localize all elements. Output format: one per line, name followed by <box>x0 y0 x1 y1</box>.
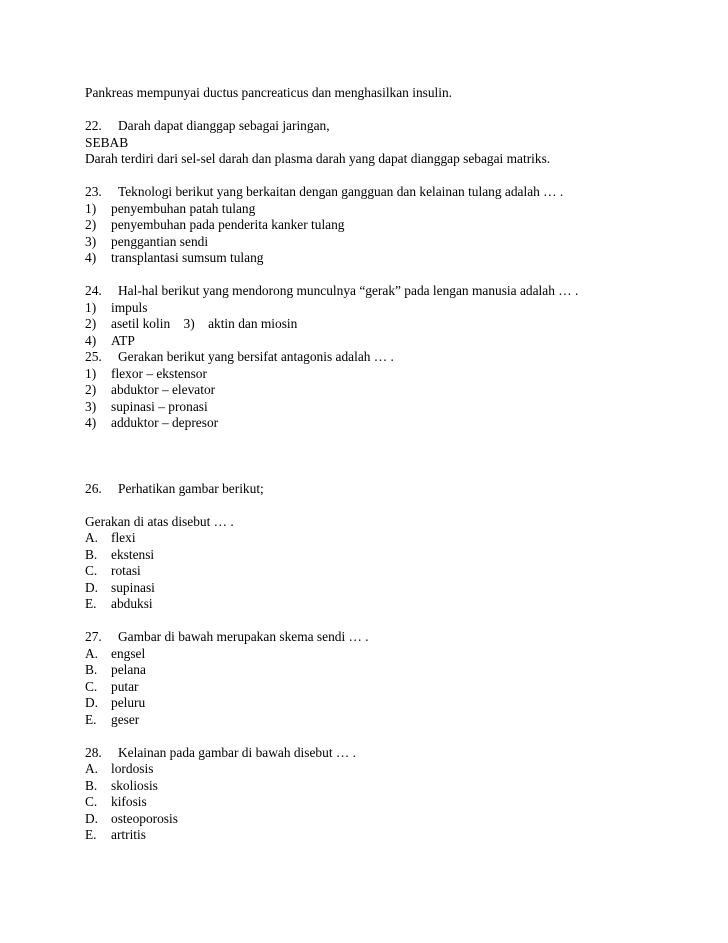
option-item <box>85 811 685 828</box>
option-text: ATP <box>111 332 135 348</box>
option-letter: E. <box>85 827 97 842</box>
option-number: 2) <box>85 382 97 397</box>
option-item <box>85 399 685 416</box>
option-number: 2) <box>85 217 97 232</box>
question-text: Kelainan pada gambar di bawah disebut … . <box>118 744 356 760</box>
question-text: Gambar di bawah merupakan skema sendi … . <box>118 629 369 644</box>
question-text: Perhatikan gambar berikut; <box>118 480 264 496</box>
option-number: 1) <box>85 365 97 381</box>
option-text: asetil kolin 3) aktin dan miosin <box>111 316 298 331</box>
question-number: 23. <box>85 184 102 199</box>
option-letter: C. <box>85 563 98 578</box>
option-item <box>85 547 685 564</box>
option-text: transplantasi sumsum tulang <box>111 250 264 265</box>
question-text: Teknologi berikut yang berkaitan dengan gangguan dan kelainan tulang adalah … . <box>118 184 564 199</box>
option-text: impuls <box>111 299 148 315</box>
option-text: putar <box>111 678 139 694</box>
option-letter: A. <box>85 530 99 545</box>
option-text: flexi <box>111 530 136 545</box>
option-text: supinasi – pronasi <box>111 398 208 414</box>
question-25 <box>85 349 685 366</box>
option-item <box>85 234 685 251</box>
option-item <box>85 382 685 399</box>
option-text: penyembuhan patah tulang <box>111 200 256 216</box>
option-number: 4) <box>85 415 97 430</box>
option-number: 1) <box>85 200 97 216</box>
option-text: peluru <box>111 695 146 710</box>
option-item <box>85 201 685 218</box>
question-22-reason: Darah terdiri dari sel-sel darah dan plasma darah yang dapat dianggap sebagai matriks. <box>85 151 551 166</box>
option-number: 4) <box>85 250 97 265</box>
option-number: 3) <box>85 398 97 414</box>
question-23 <box>85 184 685 201</box>
option-letter: A. <box>85 645 99 661</box>
option-item <box>85 415 685 432</box>
option-number: 1) <box>85 299 97 315</box>
option-letter: E. <box>85 596 97 611</box>
option-letter: D. <box>85 810 99 826</box>
option-letter: D. <box>85 695 99 710</box>
option-letter: A. <box>85 761 99 776</box>
option-letter: D. <box>85 579 99 595</box>
option-item <box>85 333 685 350</box>
option-number: 4) <box>85 332 97 348</box>
option-text: penyembuhan pada penderita kanker tulang <box>111 217 345 232</box>
question-text: Hal-hal berikut yang mendorong munculnya “gerak” pada lengan manusia adalah … . <box>118 283 579 298</box>
option-text: artritis <box>111 827 146 842</box>
option-item <box>85 563 685 580</box>
question-number: 22. <box>85 118 102 133</box>
option-text: geser <box>111 711 140 727</box>
option-item <box>85 827 685 844</box>
intro-statement: Pankreas mempunyai ductus pancreaticus dan menghasilkan insulin. <box>85 85 453 100</box>
option-item <box>85 646 685 663</box>
option-item <box>85 761 685 778</box>
question-22-connector: SEBAB <box>85 134 129 150</box>
option-item <box>85 662 685 679</box>
option-item <box>85 794 685 811</box>
option-text: abduksi <box>111 596 153 611</box>
option-text: rotasi <box>111 563 141 578</box>
option-item <box>85 580 685 597</box>
option-item <box>85 366 685 383</box>
option-text: osteoporosis <box>111 810 178 826</box>
option-text: skoliosis <box>111 777 158 793</box>
question-number: 25. <box>85 349 102 364</box>
question-text: Gerakan berikut yang bersifat antagonis adalah … . <box>118 349 394 364</box>
question-number: 28. <box>85 744 102 760</box>
question-number: 27. <box>85 629 102 644</box>
option-item <box>85 695 685 712</box>
question-22 <box>85 118 685 135</box>
question-24 <box>85 283 685 300</box>
option-number: 2) <box>85 316 97 331</box>
option-item <box>85 217 685 234</box>
option-text: flexor – ekstensor <box>111 365 207 381</box>
option-text: kifosis <box>111 794 147 809</box>
option-letter: E. <box>85 711 97 727</box>
option-text: pelana <box>111 662 146 677</box>
option-item <box>85 679 685 696</box>
option-text: lordosis <box>111 761 154 776</box>
option-item <box>85 778 685 795</box>
question-28 <box>85 745 685 762</box>
option-item <box>85 250 685 267</box>
question-number: 24. <box>85 283 102 298</box>
option-item <box>85 530 685 547</box>
document-page <box>85 85 685 844</box>
option-item <box>85 712 685 729</box>
option-letter: B. <box>85 777 98 793</box>
option-number: 3) <box>85 233 97 249</box>
option-text: supinasi <box>111 579 155 595</box>
question-text: Darah dapat dianggap sebagai jaringan, <box>118 118 330 133</box>
option-item <box>85 316 685 333</box>
option-text: adduktor – depresor <box>111 415 219 430</box>
option-item <box>85 596 685 613</box>
question-number: 26. <box>85 480 102 496</box>
option-letter: C. <box>85 794 98 809</box>
option-item <box>85 300 685 317</box>
question-27 <box>85 629 685 646</box>
option-text: engsel <box>111 645 146 661</box>
option-letter: B. <box>85 662 98 677</box>
option-text: ekstensi <box>111 546 155 562</box>
option-letter: B. <box>85 546 98 562</box>
question-26-prompt: Gerakan di atas disebut … . <box>85 513 234 529</box>
question-26 <box>85 481 685 498</box>
option-text: penggantian sendi <box>111 233 209 249</box>
option-letter: C. <box>85 678 98 694</box>
option-text: abduktor – elevator <box>111 382 216 397</box>
